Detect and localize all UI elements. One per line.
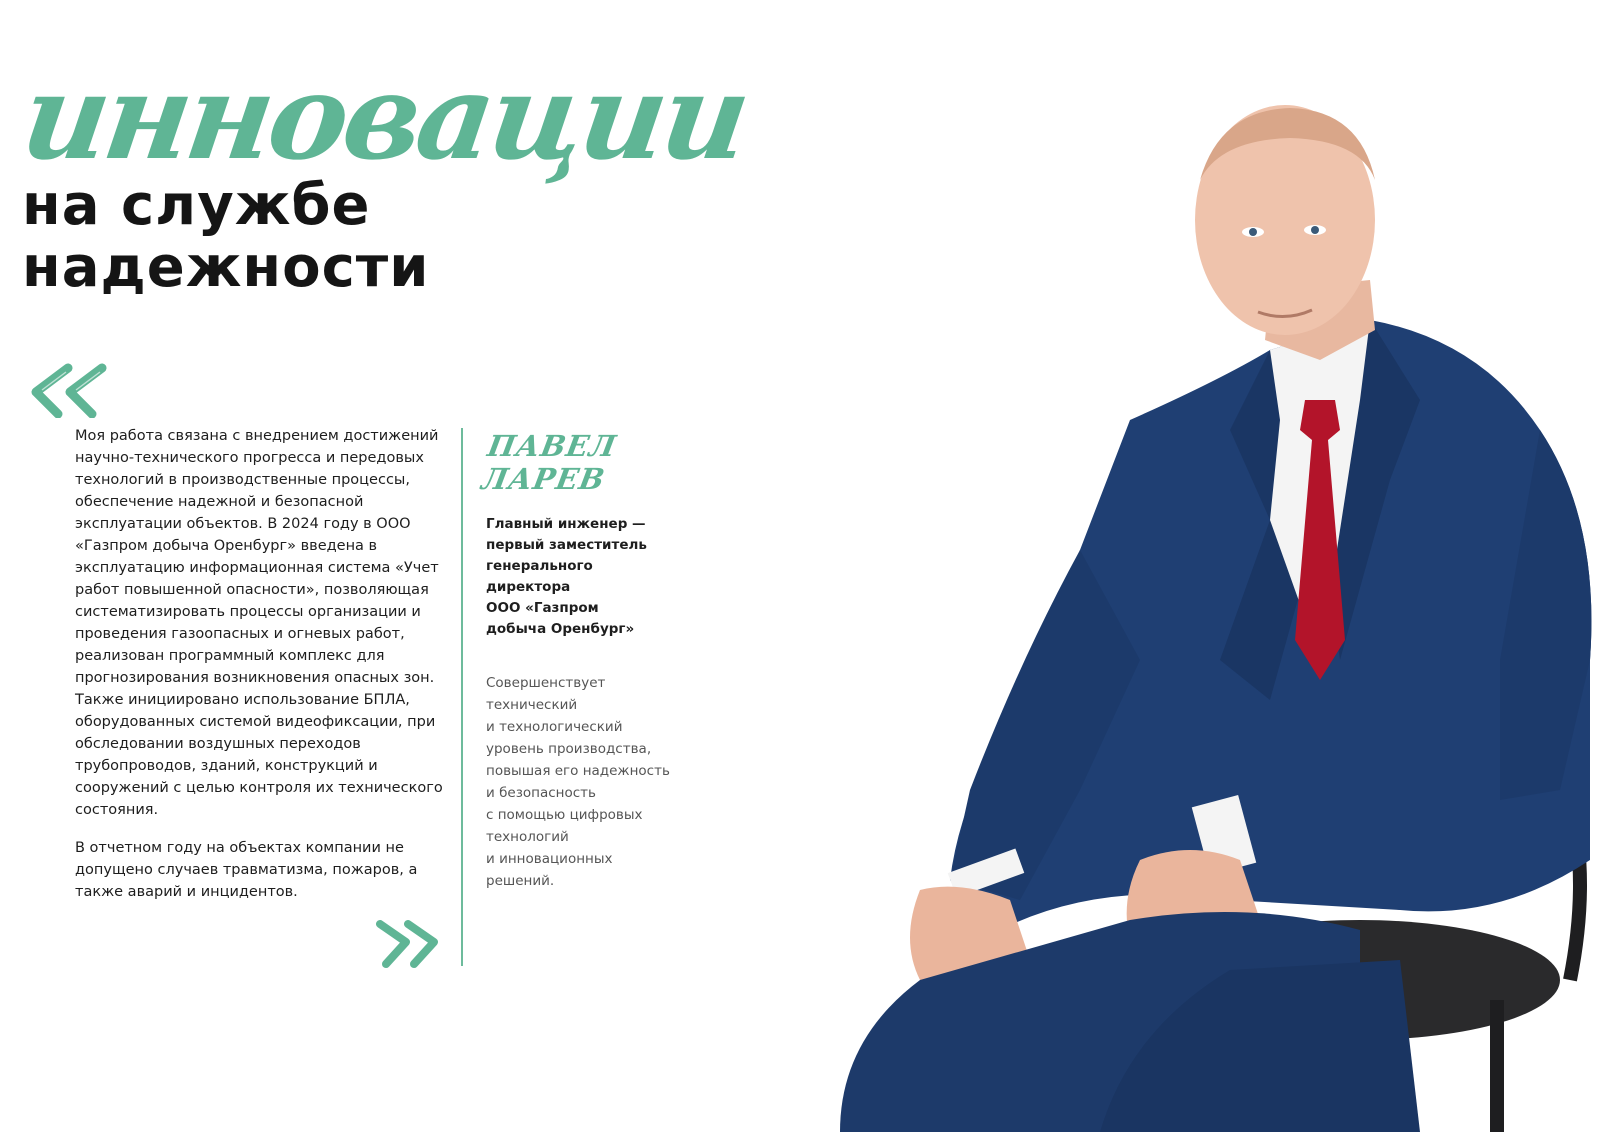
note-line: технический [486,697,578,713]
quote-paragraph-1: Моя работа связана с внедрением достижений научно-технического прогресса и передовых технологий в производственные процессы, обеспечение надежной и безопасной эксплуатации объектов. В 2024 году в ООО «Газпром добыча Оренбург» введена в эксплуатацию информационная система «Учет работ повышенной опасности», позволяющая систематизировать процессы организации и проведения газоопасных и огневых работ, реализован программный комплекс для прогнозирования возникновения опасных зон. Также инициировано использование БПЛА, оборудованных системой видеофиксации, при обследовании воздушных переходов трубопроводов, зданий, конструкций и сооружений с целью контроля их технического состояния. [75,428,443,818]
note-line: повышая его надежность [486,763,670,779]
person-role [486,514,676,640]
note-line: и инновационных [486,851,613,867]
note-line: и технологический [486,719,623,735]
note-line: Совершенствует [486,675,606,691]
person-note [486,672,686,892]
note-line: и безопасность [486,785,596,801]
quote-close-icon [372,920,444,968]
person-name [479,430,619,496]
role-line: добыча Оренбург» [486,621,635,637]
headline-line-1: на службе [22,173,371,238]
column-divider [461,428,463,966]
headline-line-2: надежности [22,235,430,300]
note-line: технологий [486,829,569,845]
quote-paragraph-2: В отчетном году на объектах компании не допущено случаев травматизма, пожаров, а также аварий и инцидентов. [75,840,418,900]
quote-open-icon [22,362,110,418]
role-line: первый заместитель [486,537,647,553]
headline-script-word: инновации [14,47,755,186]
note-line: с помощью цифровых [486,807,643,823]
role-line: генерального [486,558,593,574]
note-line: решений. [486,873,555,889]
person-last-name: ЛАРЕВ [479,462,608,496]
quote-body [75,425,447,919]
portrait-photo [800,100,1600,1132]
note-line: уровень производства, [486,741,652,757]
role-line: Главный инженер — [486,516,646,532]
role-line: ООО «Газпром [486,600,599,616]
role-line: директора [486,579,571,595]
person-first-name: ПАВЕЛ [485,429,620,463]
